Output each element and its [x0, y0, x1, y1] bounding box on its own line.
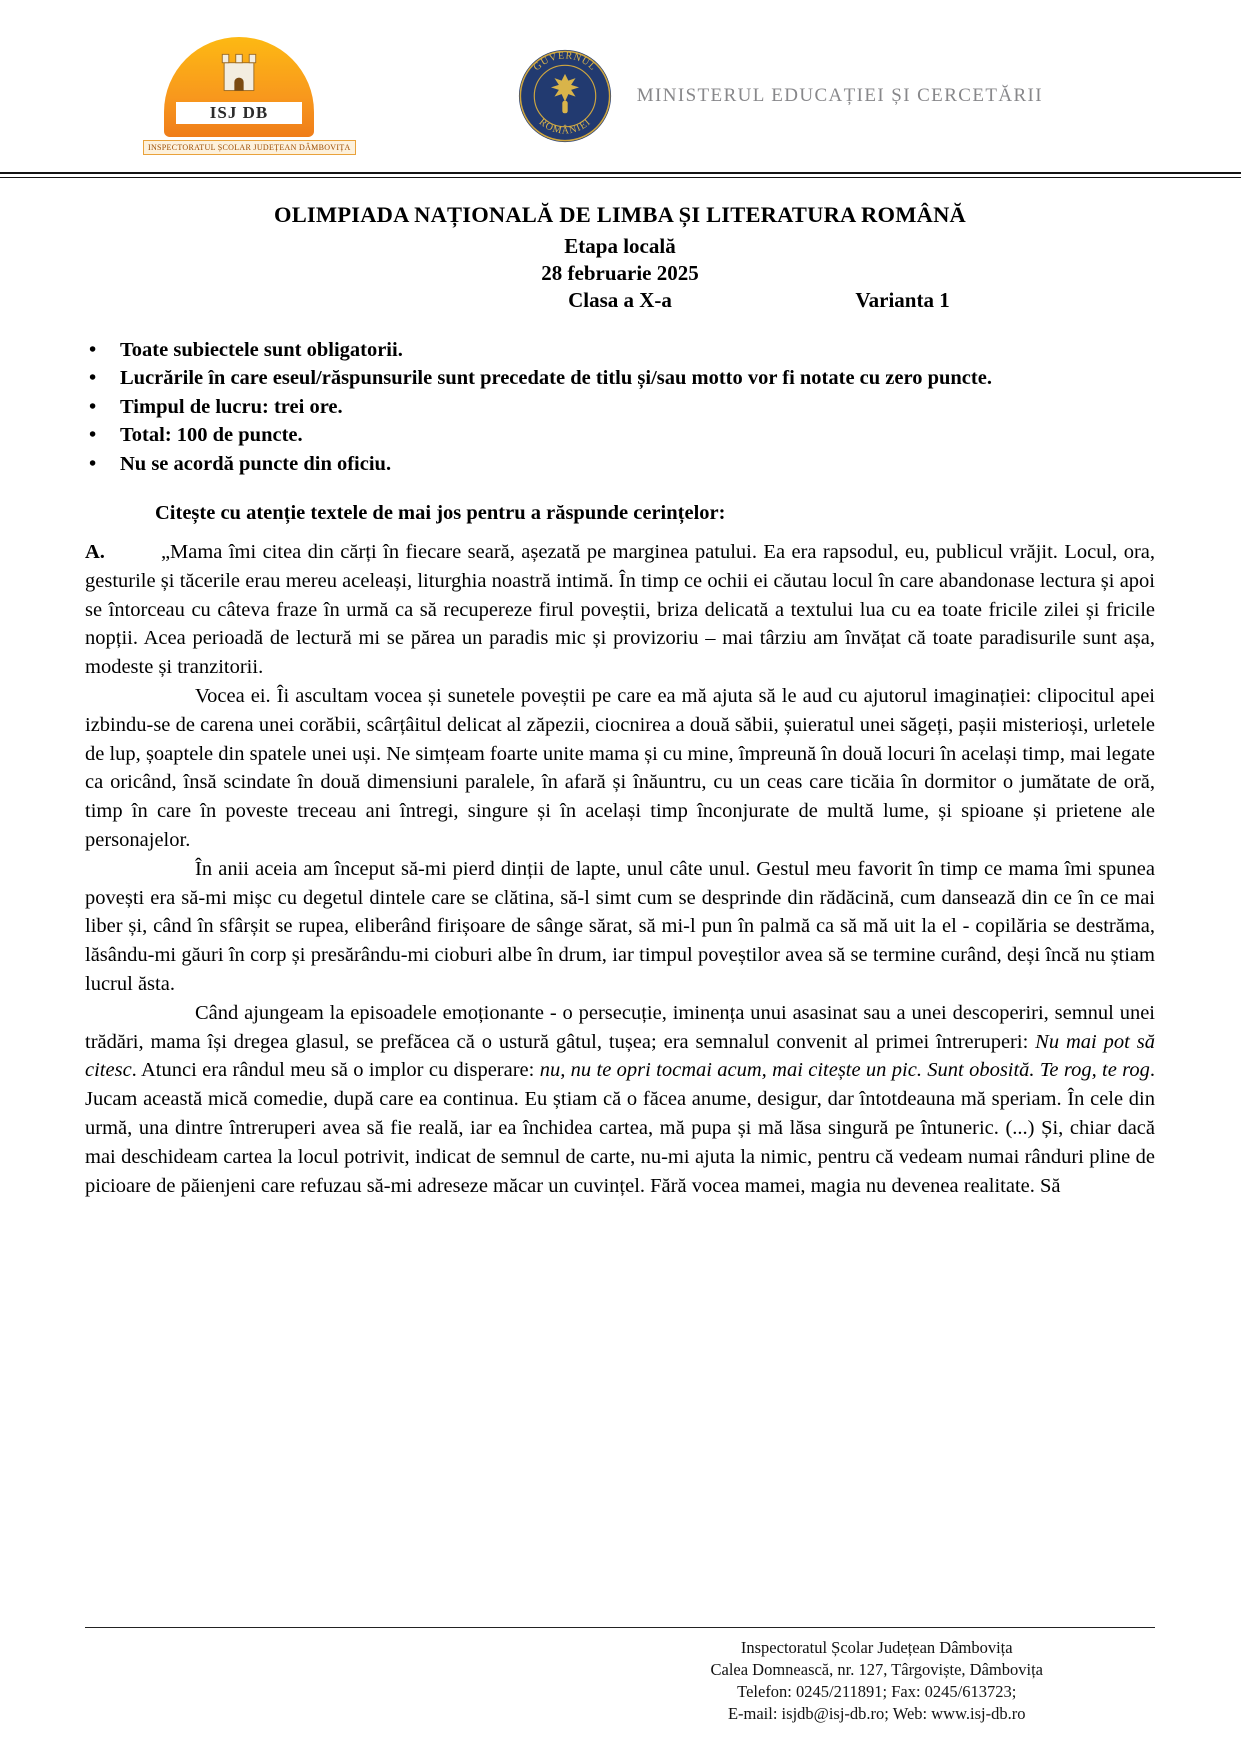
text-a-paragraph-4: Când ajungeam la episoadele emoționante - o persecuție, iminența unui asasinat sau a unei descoperiri, semnul unei trădări, mama își dregea glasul, se prefăcea că o ustură gâtul, tușea; era semnalul convenit al primei întreruperi: Nu mai pot să citesc. Atunci era rândul meu să o implor cu disperare: nu, nu te opri tocmai acum, mai citește un pic. Sunt obosită. Te rog, te rog. Jucam această mică comedie, după care ea continua. Eu știam că o făcea anume, desigur, dar întotdeauna mă speriam. În cele din urmă, una dintre întreruperi avea să fie reală, iar ea închidea cartea, mă pupa și mă lăsa singură pe întuneric. (...) Și, chiar dacă mai deschideam cartea la locul potrivit, indicat de semnul de carte, nu-mi ajuta la nimic, pentru că vedeam numai rânduri pline de picioare de păienjeni care refuzau să-mi adreseze măcar un cuvințel. Fără vocea mamei, magia nu devenea realitate. Să [85, 1001, 1156, 1197]
text-a-label: A. [85, 541, 105, 563]
rule-item: • Nu se acordă puncte din oficiu. [85, 450, 1155, 479]
footer-line-address: Calea Domnească, nr. 127, Târgoviște, Dâmbovița [710, 1660, 1043, 1679]
rules-list [85, 336, 1155, 479]
variant-label: Varianta 1 [855, 287, 950, 312]
footer-line-email: E-mail: isjdb@isj-db.ro; Web: www.isj-db.ro [727, 1704, 1026, 1723]
footer-contact [710, 1637, 1043, 1725]
footer-divider [85, 1627, 1155, 1628]
footer-line-phone: Telefon: 0245/211891; Fax: 0245/613723; [737, 1682, 1017, 1701]
rule-item: • Lucrările în care eseul/răspunsurile sunt precedate de titlu și/sau motto vor fi notate cu zero puncte. [85, 364, 1155, 393]
footer-line-institution: Inspectoratul Școlar Județean Dâmbovița [740, 1638, 1013, 1657]
stage-line: Etapa locală [564, 233, 676, 258]
instruction-line: Citește cu atenție textele de mai jos pentru a răspunde cerințelor: [155, 502, 726, 524]
paragraph-text: „Mama îmi citea din cărți în fiecare seară, așezată pe marginea patului. Ea era rapsodul, eu, publicul vrăjit. Locul, ora, gesturile și tăcerile erau mereu aceleași, liturghia noastră intimă. În timp ce ochii ei căutau locul în care abandonase lectura și apoi se întorceau cu câteva fraze în urmă ca să recupereze firul poveștii, briza delicată a textului lua cu ea toate fricile zilei și fricile nopții. Acea perioadă de lectură mi se părea un paradis mic și provizoriu – mai târziu am învățat că toate paradisurile sunt așa, modeste și tranzitorii. [85, 541, 1155, 679]
document-title: OLIMPIADA NAȚIONALĂ DE LIMBA ȘI LITERATURA ROMÂNĂ [274, 201, 966, 227]
seal-text-top: GUVERNUL [531, 50, 599, 74]
isj-logo [143, 37, 351, 155]
grade-line [85, 287, 1155, 314]
header-divider [0, 172, 1241, 178]
ministry-block [517, 48, 1043, 144]
document-body [0, 202, 1241, 1201]
seal-text-bottom: ROMÂNIEI [536, 116, 593, 137]
text-a-paragraph-2: Vocea ei. Îi ascultam vocea și sunetele poveștii pe care ea mă ajuta să le aud cu ajutorul imaginației: clipocitul apei izbindu-se de carena unei corăbii, scârțâitul delicat al zăpezii, ciocnirea a două săbii, șuieratul unei săgeți, pașii misterioși, urletele de lup, șoaptele din spatele unei uși. Ne simțeam foarte unite mama și cu mine, împreună în două locuri în același timp, mai legate ca oricând, însă scindate în două dimensiuni paralele, în afară și înăuntru, cu un ceas care ticăia în dormitor o jumătate de oră, timp în care în poveste treceau ani întregi, singure și în același timp înconjurate de multă lume, și spioane și prietene ale personajelor. [85, 684, 1155, 851]
isj-logo-dome [164, 37, 314, 137]
isj-caption: INSPECTORATUL ȘCOLAR JUDEȚEAN DÂMBOVIȚA [143, 140, 356, 155]
rule-item: • Total: 100 de puncte. [85, 421, 1155, 450]
rule-item: • Toate subiectele sunt obligatorii. [85, 336, 1155, 365]
grade-label: Clasa a X-a [568, 287, 672, 312]
isj-acronym: ISJ DB [176, 102, 302, 124]
text-a-paragraph-1 [85, 538, 1155, 682]
ministry-name: MINISTERUL EDUCAȚIEI ȘI CERCETĂRII [636, 85, 1043, 106]
page-footer [85, 1627, 1155, 1725]
rule-item: • Timpul de lucru: trei ore. [85, 393, 1155, 422]
government-seal-icon [517, 48, 613, 144]
title-block [85, 202, 1155, 314]
castle-icon [211, 46, 267, 98]
date-line: 28 februarie 2025 [541, 260, 699, 285]
text-a-paragraph-3: În anii aceia am început să-mi pierd dinții de lapte, unul câte unul. Gestul meu favorit în timp ce mama îmi spunea povești era să-mi mișc cu degetul dintele care se clătina, să-l simt cum se desprinde din rădăcină, cum dansează din ce în ce mai liber și, când în sfârșit se rupea, eliberând firișoare de sânge sărat, să mi-l pun în palmă ca să mă uit la el - copilăria se destrăma, lăsându-mi găuri în corp și presărându-mi cioburi albe în drum, iar timpul poveștilor avea să se termine curând, deși încă nu știam lucrul ăsta. [85, 857, 1155, 995]
page-header [0, 0, 1241, 172]
text-a-section [85, 538, 1155, 1200]
